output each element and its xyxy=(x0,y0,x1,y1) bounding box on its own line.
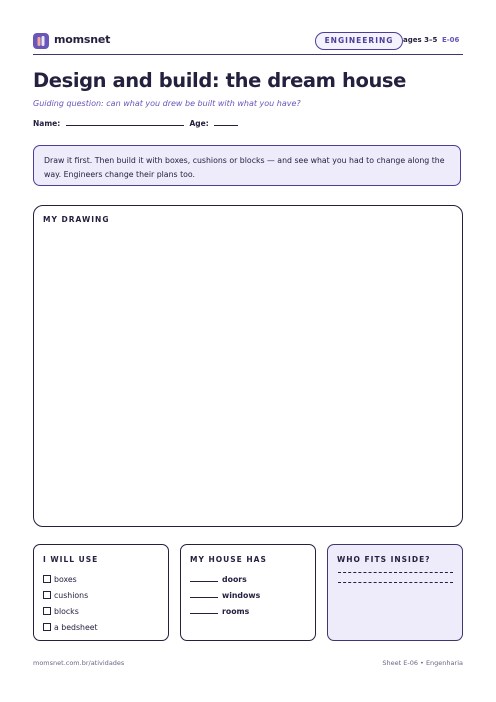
list-item[interactable]: a bedsheet xyxy=(43,620,98,636)
checkbox[interactable] xyxy=(43,591,51,599)
guiding-question: Guiding question: can what you drew be built with what you have? xyxy=(33,99,301,108)
name-label: Name: xyxy=(33,119,61,128)
brand-logo-icon xyxy=(33,33,49,49)
drawing-label: MY DRAWING xyxy=(43,215,110,224)
count-field[interactable] xyxy=(190,575,218,582)
checkbox[interactable] xyxy=(43,623,51,631)
drawing-area[interactable] xyxy=(33,205,463,527)
sheet-code: E-06 xyxy=(442,36,460,44)
will-use-list xyxy=(43,572,98,636)
list-item[interactable]: cushions xyxy=(43,588,98,604)
header-divider xyxy=(33,54,463,55)
name-field[interactable] xyxy=(66,119,184,126)
instructions-box: Draw it first. Then build it with boxes, cushions or blocks — and see what you had to change along the way. Engineers change their plans too. xyxy=(33,145,461,186)
checkbox[interactable] xyxy=(43,607,51,615)
write-line[interactable] xyxy=(338,572,453,573)
footer-url[interactable]: momsnet.com.br/atividades xyxy=(33,659,125,667)
age-label: Age: xyxy=(189,119,209,128)
will-use-label: I WILL USE xyxy=(43,555,99,564)
brand-name[interactable]: momsnet xyxy=(54,33,111,46)
who-fits-card xyxy=(327,544,463,641)
age-field[interactable] xyxy=(214,119,238,126)
house-has-list xyxy=(190,572,260,620)
count-field[interactable] xyxy=(190,607,218,614)
list-item: rooms xyxy=(190,604,260,620)
list-item[interactable]: boxes xyxy=(43,572,98,588)
count-field[interactable] xyxy=(190,591,218,598)
who-fits-label: WHO FITS INSIDE? xyxy=(337,555,431,564)
name-age-line xyxy=(33,119,241,128)
house-has-label: MY HOUSE HAS xyxy=(190,555,267,564)
age-range: ages 3–5 xyxy=(403,36,438,44)
page-title: Design and build: the dream house xyxy=(33,69,406,92)
will-use-card xyxy=(33,544,169,641)
footer-sheet-info: Sheet E-06 • Engenharia xyxy=(382,659,463,667)
subject-badge: ENGINEERING xyxy=(315,32,403,50)
write-line[interactable] xyxy=(338,582,453,583)
list-item[interactable]: blocks xyxy=(43,604,98,620)
checkbox[interactable] xyxy=(43,575,51,583)
house-has-card xyxy=(180,544,316,641)
list-item: windows xyxy=(190,588,260,604)
header xyxy=(33,32,463,54)
list-item: doors xyxy=(190,572,260,588)
